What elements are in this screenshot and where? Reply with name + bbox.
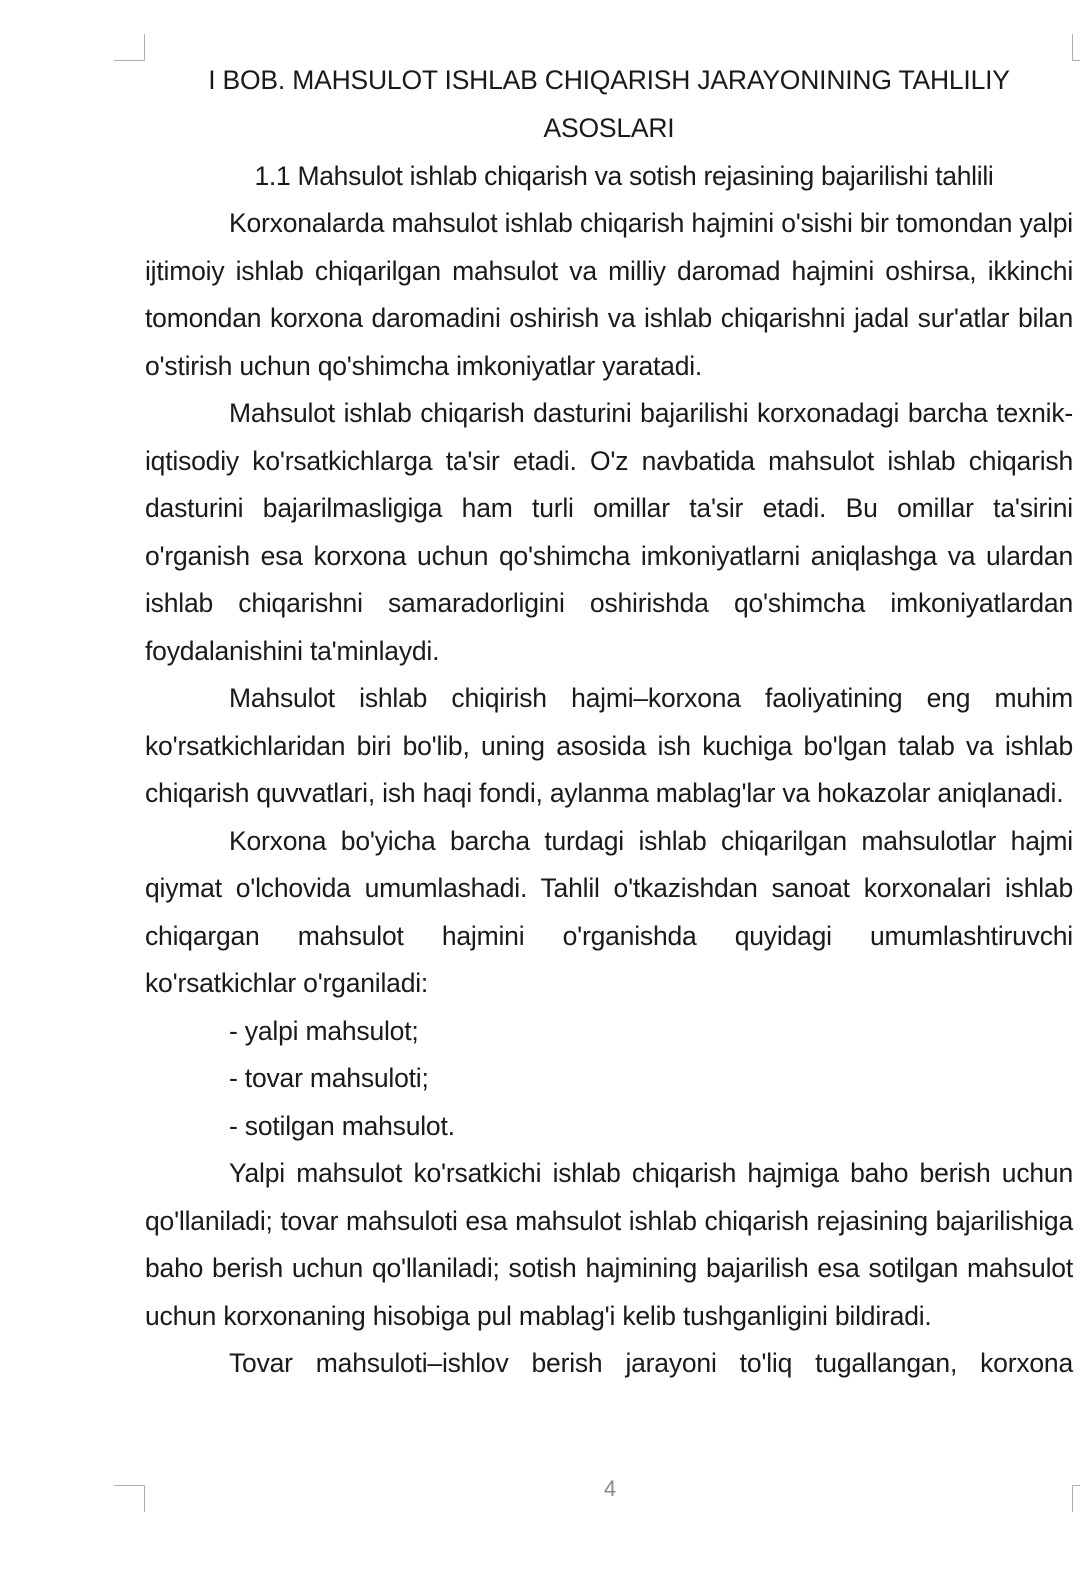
page-number: 4	[603, 1476, 617, 1501]
page-corner-mark-top-left	[114, 34, 145, 61]
paragraph: Mahsulot ishlab chiqarish dasturini bajarilishi korxonadagi barcha texnik-iqtisodiy ko'rsatkichlarga ta'sir etadi. O'z navbatida mahsulot ishlab chiqarish dasturini bajarilmasligiga ham turli omillar ta'sir etadi. Bu omillar ta'sirini o'rganish esa korxona uchun qo'shimcha imkoniyatlarni aniqlashga va ulardan ishlab chiqarishni samaradorligini oshirishda qo'shimcha imkoniyatlardan foydalanishini ta'minlaydi.	[145, 398, 1073, 666]
paragraph: Tovar mahsuloti–ishlov berish jarayoni to'liq tugallangan, korxona	[229, 1348, 1073, 1378]
list-item: - sotilgan mahsulot.	[229, 1110, 455, 1141]
paragraph: Korxona bo'yicha barcha turdagi ishlab chiqarilgan mahsulotlar hajmi qiymat o'lchovida umumlashadi. Tahlil o'tkazishdan sanoat korxonalari ishlab chiqargan mahsulot hajmini o'rganishda quyidagi umumlashtiruvchi ko'rsatkichlar o'rganiladi:	[145, 825, 1073, 998]
chapter-title: I BOB. MAHSULOT ISHLAB CHIQARISH JARAYONINING TAHLILIY ASOSLARI	[208, 65, 1010, 143]
section-title: 1.1 Mahsulot ishlab chiqarish va sotish rejasining bajarilishi tahlili	[254, 161, 994, 191]
paragraph: Mahsulot ishlab chiqirish hajmi–korxona faoliyatining eng muhim ko'rsatkichlaridan biri bo'lib, uning asosida ish kuchiga bo'lgan talab va ishlab chiqarish quvvatlari, ish haqi fondi, aylanma mablag'lar va hokazolar aniqlanadi.	[145, 683, 1073, 808]
indicator-list	[145, 1008, 1073, 1151]
page-corner-mark-top-right	[1072, 34, 1080, 61]
list-item: - tovar mahsuloti;	[229, 1063, 429, 1093]
list-item: - yalpi mahsulot;	[229, 1015, 419, 1046]
paragraph: Korxonalarda mahsulot ishlab chiqarish hajmini o'sishi bir tomondan yalpi ijtimoiy ishlab chiqarilgan mahsulot va milliy daromad hajmini oshirsa, ikkinchi tomondan korxona daromadini oshirish va ishlab chiqarishni jadal sur'atlar bilan o'stirish uchun qo'shimcha imkoniyatlar yaratadi.	[145, 208, 1073, 381]
document-page	[145, 56, 1073, 1388]
paragraph: Yalpi mahsulot ko'rsatkichi ishlab chiqarish hajmiga baho berish uchun qo'llaniladi; tovar mahsuloti esa mahsulot ishlab chiqarish rejasining bajarilishiga baho berish uchun qo'llaniladi; sotish hajmining bajarilish esa sotilgan mahsulot uchun korxonaning hisobiga pul mablag'i kelib tushganligini bildiradi.	[145, 1158, 1073, 1331]
